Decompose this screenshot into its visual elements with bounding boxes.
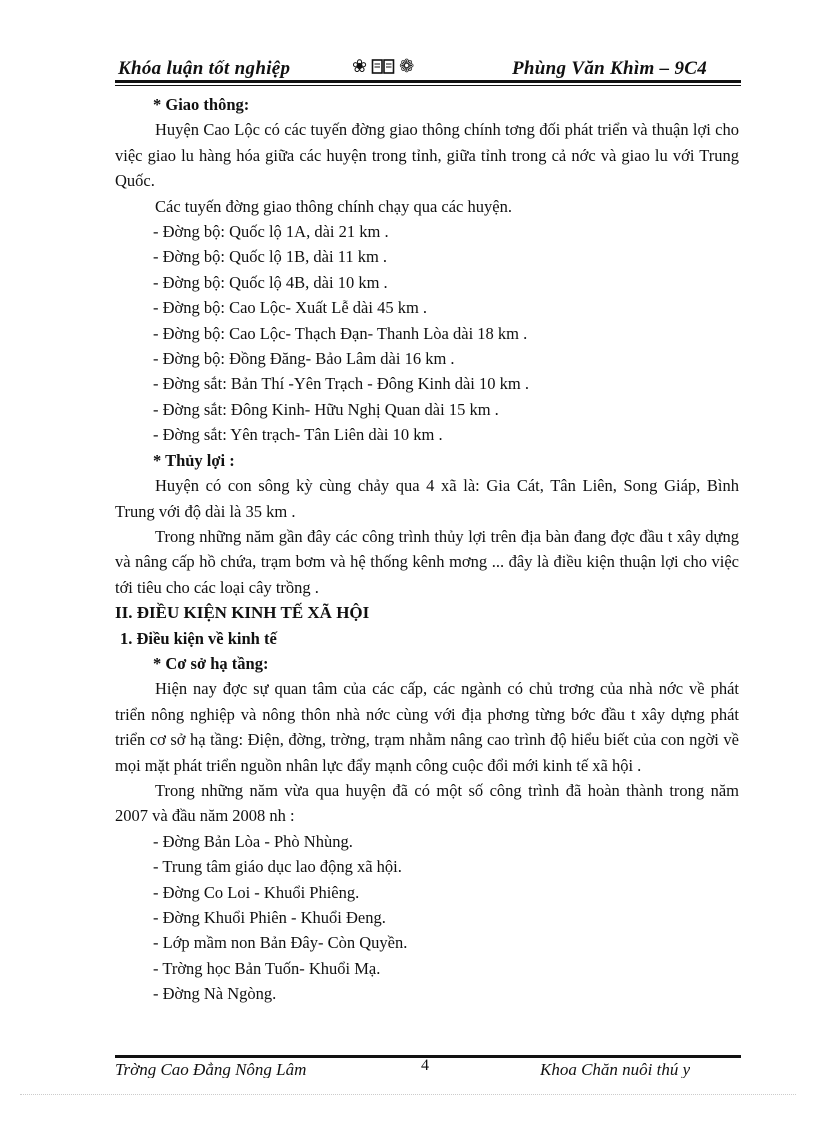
list-item: - Đờng bộ: Cao Lộc- Thạch Đạn- Thanh Lòa dài 18 km . — [153, 323, 528, 343]
paragraph: Hiện nay đợc sự quan tâm của các cấp, các ngành có chủ trơng của nhà nớc về phát triển nông nghiệp và nông thôn nhà nớc cùng với địa phơng từng bớc đầu t xây dựng phát triển cơ sở hạ tầng: Điện, đờng, trờng, trạm nhằm nâng cao trình độ hiểu biết của con ngời về mọi mặt phát triển nguồn nhân lực đẩy mạnh công cuộc đổi mới kinh tế xã hội . — [115, 679, 739, 775]
subsection-heading: 1. Điều kiện về kinh tế — [120, 628, 277, 648]
header-ornament — [352, 56, 414, 77]
flourish-left-icon: ❀ — [352, 56, 368, 76]
footer-left-text: Trờng Cao Đẳng Nông Lâm — [115, 1060, 307, 1078]
list-item: - Đờng Bản Lòa - Phò Nhùng. — [153, 831, 353, 851]
list-item: - Đờng bộ: Đồng Đăng- Bảo Lâm dài 16 km . — [153, 349, 455, 369]
list-item: - Trung tâm giáo dục lao động xã hội. — [153, 857, 402, 877]
paragraph: Trong những năm vừa qua huyện đã có một số công trình đã hoàn thành trong năm 2007 và đầu năm 2008 nh : — [115, 780, 739, 826]
list-item: - Trờng học Bản Tuốn- Khuổi Mạ. — [153, 958, 381, 978]
list-item: - Đờng Nà Ngòng. — [153, 984, 277, 1004]
header-right-text: Phùng Văn Khìm – 9C4 — [512, 58, 708, 79]
flourish-right-icon: ❁ — [399, 56, 415, 76]
list-item: - Đờng bộ: Quốc lộ 1A, dài 21 km . — [153, 222, 389, 242]
page-number: 4 — [421, 1057, 429, 1074]
heading-thuy-loi: * Thủy lợi : — [153, 450, 235, 470]
paragraph: Trong những năm gần đây các công trình thủy lợi trên địa bàn đang đợc đầu t xây dựng và nâng cấp hồ chứa, trạm bơm và hệ thống kênh mơng ... đây là điều kiện thuận lợi cho việc tới tiêu cho các loại cây trồng . — [115, 526, 739, 597]
header-left-text: Khóa luận tốt nghiệp — [118, 58, 291, 79]
paragraph: Huyện Cao Lộc có các tuyến đờng giao thông chính tơng đối phát triển và thuận lợi cho việc giao lu hàng hóa giữa các huyện trong tỉnh, giữa tỉnh trong cả nớc và giao lu với Trung Quốc. — [115, 120, 739, 191]
header-rule — [115, 80, 741, 83]
list-item: - Đờng Khuổi Phiên - Khuổi Đeng. — [153, 908, 386, 927]
list-item: - Đờng sắt: Đông Kinh- Hữu Nghị Quan dài 15 km . — [153, 399, 499, 419]
list-item: - Đờng Co Loi - Khuổi Phiêng. — [153, 882, 360, 902]
list-item: - Đờng bộ: Cao Lộc- Xuất Lễ dài 45 km . — [153, 298, 428, 318]
list-item: - Đờng bộ: Quốc lộ 4B, dài 10 km . — [153, 272, 388, 292]
page-bottom-border — [20, 1094, 796, 1095]
open-book-icon — [371, 58, 395, 76]
heading-co-so-ha-tang: * Cơ sở hạ tầng: — [153, 653, 269, 673]
header-rule-thin — [115, 85, 741, 86]
paragraph: Huyện có con sông kỳ cùng chảy qua 4 xã là: Gia Cát, Tân Liên, Song Giáp, Bình Trung với độ dài là 35 km . — [115, 476, 739, 521]
list-item: - Đờng bộ: Quốc lộ 1B, dài 11 km . — [153, 247, 388, 267]
list-item: - Đờng sắt: Bản Thí -Yên Trạch - Đông Kinh dài 10 km . — [153, 374, 529, 394]
list-item: - Đờng sắt: Yên trạch- Tân Liên dài 10 km . — [153, 425, 443, 445]
footer-right-text: Khoa Chăn nuôi thú y — [540, 1060, 691, 1078]
list-item: - Lớp mầm non Bản Đây- Còn Quyền. — [153, 933, 408, 953]
heading-giao-thong: * Giao thông: — [153, 95, 250, 114]
body-content — [115, 92, 739, 1007]
paragraph: Các tuyến đờng giao thông chính chạy qua các huyện. — [155, 196, 512, 216]
section-heading: II. ĐIỀU KIỆN KINH TẾ XÃ HỘI — [115, 603, 370, 623]
